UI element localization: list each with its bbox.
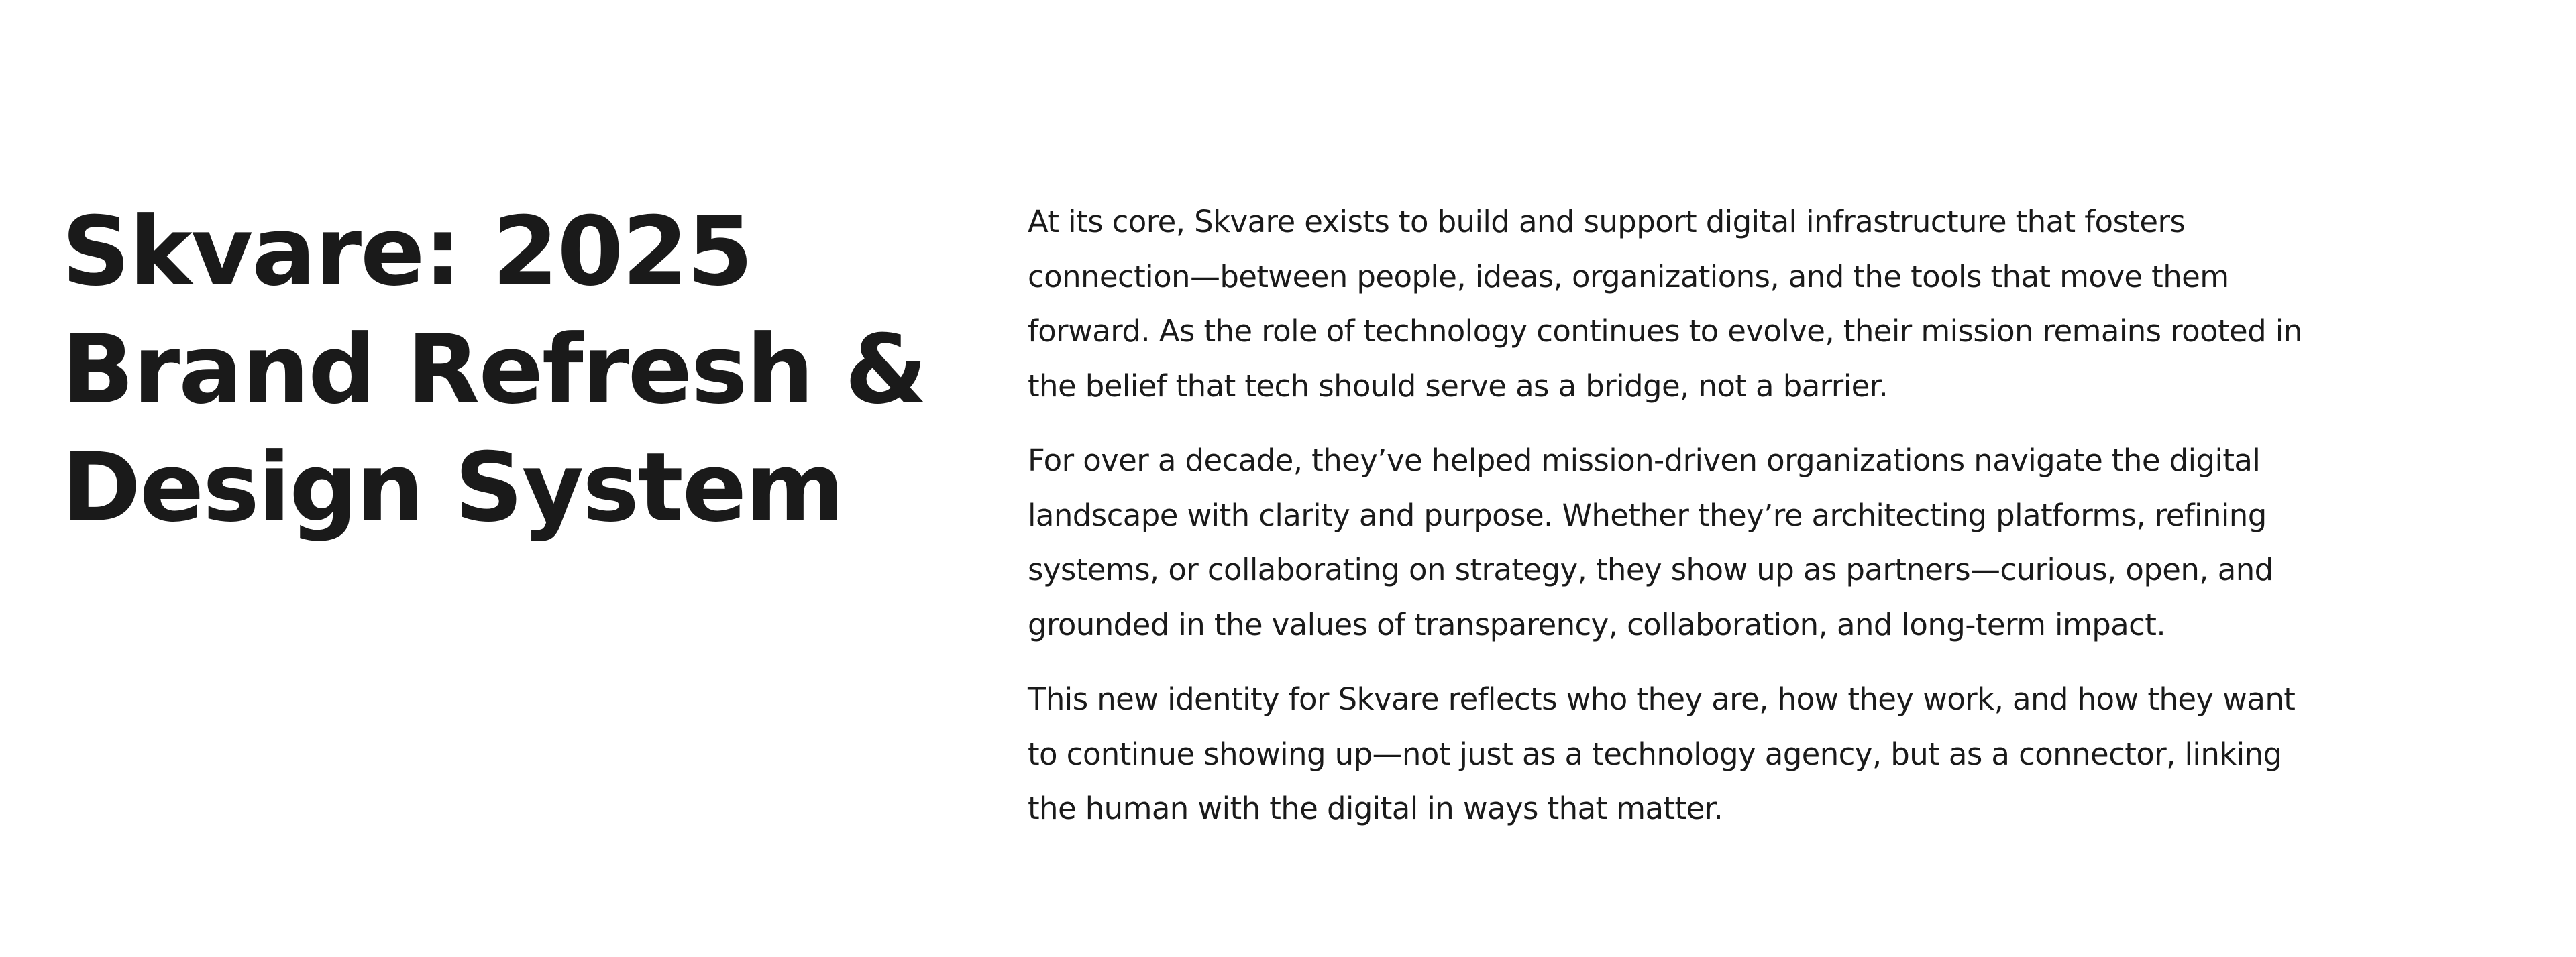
paragraph-line: connection—between people, ideas, organizations, and the tools that move them — [1028, 258, 2229, 294]
paragraph-1 — [1028, 194, 2423, 413]
paragraph-line: systems, or collaborating on strategy, they show up as partners—curious, open, and — [1028, 552, 2273, 587]
paragraph-line: forward. As the role of technology continues to evolve, their mission remains rooted in — [1028, 313, 2302, 349]
paragraph-line: the belief that tech should serve as a bridge, not a barrier. — [1028, 368, 1888, 404]
paragraph-line: At its core, Skvare exists to build and support digital infrastructure that fosters — [1028, 204, 2186, 239]
intro-text — [1028, 194, 2423, 856]
paragraph-line: This new identity for Skvare reflects who they are, how they work, and how they want — [1028, 681, 2296, 717]
paragraph-line: to continue showing up—not just as a technology agency, but as a connector, linking — [1028, 736, 2282, 772]
paragraph-line: grounded in the values of transparency, collaboration, and long-term impact. — [1028, 606, 2166, 642]
paragraph-line: For over a decade, they’ve helped mission-driven organizations navigate the digital — [1028, 443, 2261, 478]
paragraph-2 — [1028, 433, 2423, 652]
paragraph-line: landscape with clarity and purpose. Whether they’re architecting platforms, refining — [1028, 497, 2267, 533]
paragraph-3 — [1028, 672, 2423, 836]
page-title — [62, 193, 961, 547]
title-line-1: Skvare: 2025 — [62, 196, 752, 307]
title-line-2: Brand Refresh & — [62, 315, 926, 425]
paragraph-line: the human with the digital in ways that matter. — [1028, 791, 1723, 826]
title-line-3: Design System — [62, 433, 844, 543]
